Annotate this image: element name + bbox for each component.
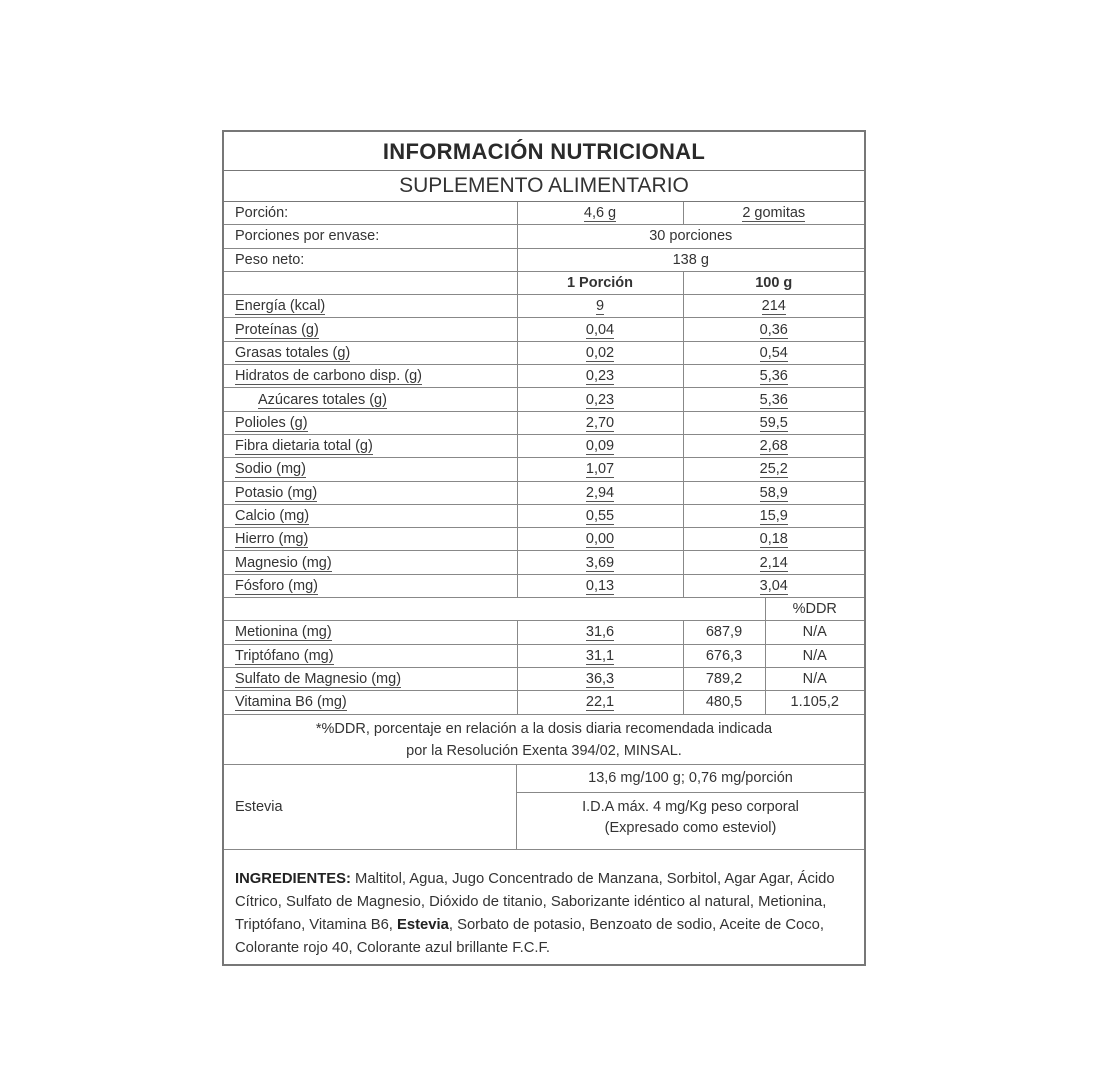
stevia-values (517, 765, 864, 849)
nutrient-row (224, 528, 864, 551)
nutrient-name: Polioles (g) (224, 411, 517, 434)
servings-per-container-row (224, 225, 864, 248)
ddr-header-empty (224, 598, 765, 621)
net-weight-row (224, 248, 864, 271)
supplement-name: Metionina (mg) (224, 621, 517, 644)
ddr-header-row (224, 598, 864, 621)
nutrient-row (224, 365, 864, 388)
column-header-empty (224, 271, 517, 294)
column-header-100g: 100 g (683, 271, 864, 294)
nutrient-name: Calcio (mg) (224, 504, 517, 527)
nutrient-name: Magnesio (mg) (224, 551, 517, 574)
nutrient-name: Azúcares totales (g) (224, 388, 517, 411)
ingredients-text-1: Maltitol, Agua, Jugo Concentrado de Manzana, Sorbitol, Agar Agar, Ácido Cítrico, Sulfato de Magnesio, Dióxido de titanio, Saborizante idéntico al natural, Metionina, Triptófano, Vitamina B6, (235, 870, 835, 933)
label-title: INFORMACIÓN NUTRICIONAL (224, 132, 864, 171)
nutrient-portion-value: 0,02 (517, 341, 683, 364)
nutrient-row (224, 341, 864, 364)
nutrient-row (224, 458, 864, 481)
supplement-row (224, 667, 864, 690)
nutrient-row (224, 551, 864, 574)
ingredients-stevia: Estevia (397, 916, 449, 933)
nutrient-row (224, 504, 864, 527)
supplement-ddr-value: N/A (765, 621, 864, 644)
nutrient-row (224, 434, 864, 457)
stevia-ida-line2: (Expresado como esteviol) (604, 819, 777, 836)
stevia-ida-line1: I.D.A máx. 4 mg/Kg peso corporal (582, 798, 799, 815)
nutrient-name: Energía (kcal) (224, 295, 517, 318)
stevia-name: Estevia (224, 765, 517, 849)
nutrient-portion-value: 0,09 (517, 434, 683, 457)
servings-per-container-label: Porciones por envase: (224, 225, 517, 248)
net-weight-value: 138 g (517, 248, 864, 271)
supplement-portion-value: 22,1 (517, 691, 683, 714)
ingredients-text-2: , Sorbato de potasio, Benzoato de sodio, Aceite de Coco, Colorante rojo 40, Colorante azul brillante F.C.F. (235, 916, 824, 956)
supplement-100g-value: 789,2 (683, 667, 765, 690)
nutrient-name: Hidratos de carbono disp. (g) (224, 365, 517, 388)
supplement-portion-value: 31,1 (517, 644, 683, 667)
nutrient-100g-value: 3,04 (683, 574, 864, 597)
nutrient-portion-value: 2,94 (517, 481, 683, 504)
ddr-footnote (224, 715, 864, 765)
nutrient-row (224, 411, 864, 434)
supplement-100g-value: 480,5 (683, 691, 765, 714)
nutrient-name: Sodio (mg) (224, 458, 517, 481)
serving-label: Porción: (224, 202, 517, 225)
supplement-name: Triptófano (mg) (224, 644, 517, 667)
nutrient-100g-value: 15,9 (683, 504, 864, 527)
supplement-ddr-value: 1.105,2 (765, 691, 864, 714)
nutrient-name: Fósforo (mg) (224, 574, 517, 597)
ddr-footnote-line1: *%DDR, porcentaje en relación a la dosis diaria recomendada indicada (315, 720, 773, 737)
stevia-section (224, 765, 864, 850)
stevia-ida (517, 793, 864, 849)
nutrient-portion-value: 0,04 (517, 318, 683, 341)
nutrient-100g-value: 5,36 (683, 365, 864, 388)
nutrient-100g-value: 25,2 (683, 458, 864, 481)
nutrient-100g-value: 0,54 (683, 341, 864, 364)
supplement-ddr-value: N/A (765, 667, 864, 690)
nutrient-name: Fibra dietaria total (g) (224, 434, 517, 457)
nutrient-100g-value: 0,18 (683, 528, 864, 551)
supplement-name: Vitamina B6 (mg) (224, 691, 517, 714)
supplement-ddr-value: N/A (765, 644, 864, 667)
nutrient-100g-value: 58,9 (683, 481, 864, 504)
nutrient-portion-value: 0,23 (517, 388, 683, 411)
nutrient-100g-value: 2,14 (683, 551, 864, 574)
supplement-row (224, 691, 864, 714)
serving-row (224, 202, 864, 225)
nutrient-100g-value: 5,36 (683, 388, 864, 411)
serving-weight: 4,6 g (517, 202, 683, 225)
nutrient-100g-value: 214 (683, 295, 864, 318)
column-header-portion: 1 Porción (517, 271, 683, 294)
nutrient-portion-value: 2,70 (517, 411, 683, 434)
nutrient-portion-value: 0,13 (517, 574, 683, 597)
nutrient-100g-value: 59,5 (683, 411, 864, 434)
ddr-column-header: %DDR (765, 598, 864, 621)
supplement-100g-value: 687,9 (683, 621, 765, 644)
ddr-footnote-line2: por la Resolución Exenta 394/02, MINSAL. (406, 742, 682, 759)
nutrient-100g-value: 0,36 (683, 318, 864, 341)
column-header-row (224, 271, 864, 294)
nutrient-row (224, 388, 864, 411)
net-weight-label: Peso neto: (224, 248, 517, 271)
nutrient-name: Grasas totales (g) (224, 341, 517, 364)
nutrient-row (224, 318, 864, 341)
supplement-row (224, 644, 864, 667)
nutrient-name: Hierro (mg) (224, 528, 517, 551)
nutrient-portion-value: 0,00 (517, 528, 683, 551)
nutrient-portion-value: 3,69 (517, 551, 683, 574)
nutrient-100g-value: 2,68 (683, 434, 864, 457)
supplement-portion-value: 36,3 (517, 667, 683, 690)
nutrient-name: Proteínas (g) (224, 318, 517, 341)
ingredients-list (224, 850, 864, 960)
label-subtitle: SUPLEMENTO ALIMENTARIO (224, 171, 864, 202)
nutrition-table (224, 202, 864, 715)
supplement-row (224, 621, 864, 644)
servings-per-container-value: 30 porciones (517, 225, 864, 248)
serving-units: 2 gomitas (683, 202, 864, 225)
supplement-100g-value: 676,3 (683, 644, 765, 667)
stevia-amount: 13,6 mg/100 g; 0,76 mg/porción (517, 765, 864, 793)
nutrient-portion-value: 0,23 (517, 365, 683, 388)
nutrition-table-body (224, 202, 864, 714)
nutrient-row (224, 574, 864, 597)
supplement-name: Sulfato de Magnesio (mg) (224, 667, 517, 690)
nutrient-portion-value: 9 (517, 295, 683, 318)
nutrition-label (222, 130, 866, 966)
ingredients-heading: INGREDIENTES: (235, 870, 351, 887)
nutrient-name: Potasio (mg) (224, 481, 517, 504)
nutrient-portion-value: 1,07 (517, 458, 683, 481)
nutrient-portion-value: 0,55 (517, 504, 683, 527)
nutrient-row (224, 481, 864, 504)
supplement-portion-value: 31,6 (517, 621, 683, 644)
nutrient-row (224, 295, 864, 318)
